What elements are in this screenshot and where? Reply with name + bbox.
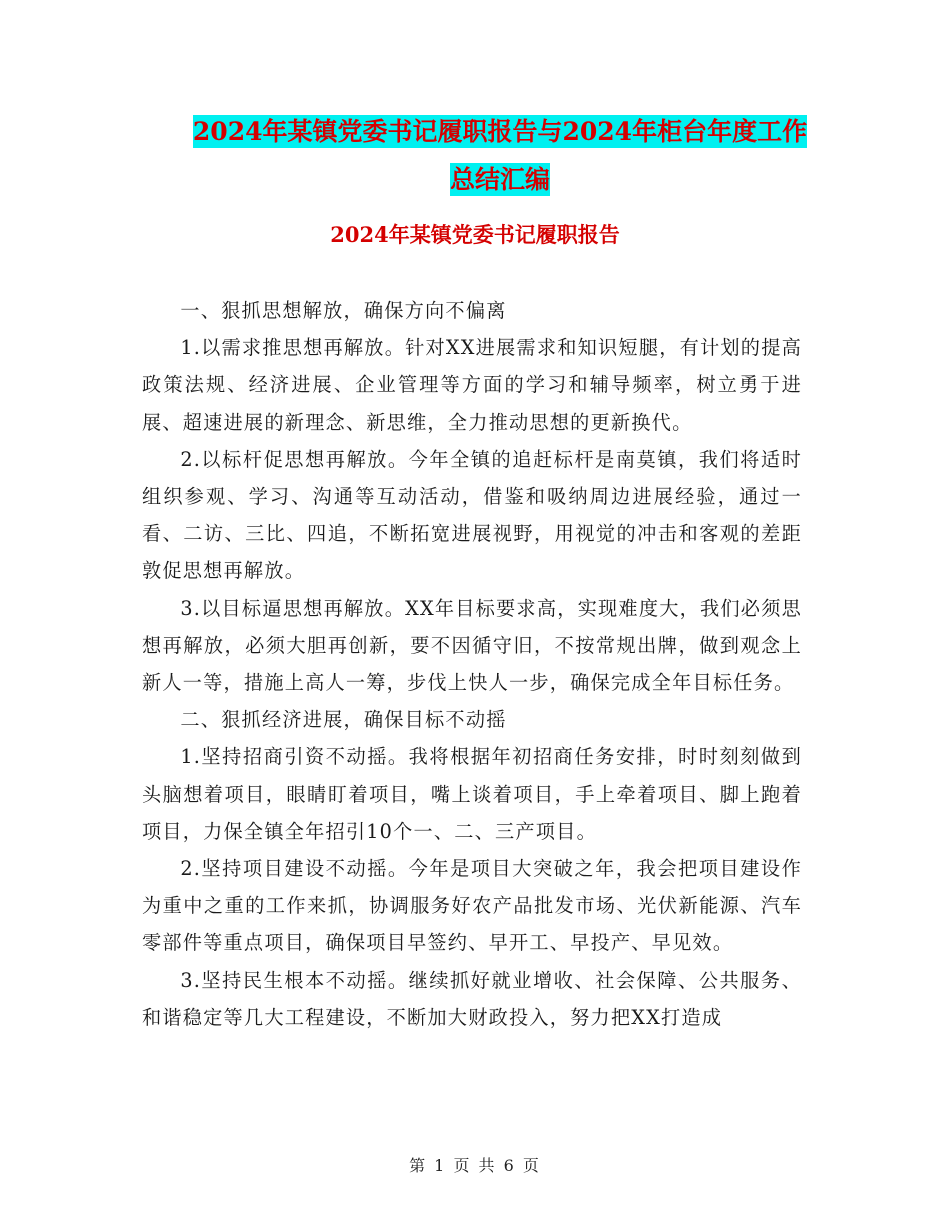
paragraph: 2.坚持项目建设不动摇。今年是项目大突破之年，我会把项目建设作为重中之重的工作来抓，协调服务好农产品批发市场、光伏新能源、汽车零部件等重点项目，确保项目早签约、早开工、早投产、早见效。 [142,857,802,955]
heading-2: 二、狠抓经济进展，确保目标不动摇 [180,708,507,732]
section-title: 2024年某镇党委书记履职报告 [330,222,620,247]
paragraph: 1.坚持招商引资不动摇。我将根据年初招商任务安排，时时刻刻做到头脑想着项目，眼睛盯着项目，嘴上谈着项目，手上牵着项目、脚上跑着项目，力保全镇全年招引10个一、二、三产项目。 [142,745,802,843]
title-line-2: 总结汇编 [449,165,550,194]
document-body [142,292,802,1036]
paragraph: 1.以需求推思想再解放。针对XX进展需求和知识短腿，有计划的提高政策法规、经济进展、企业管理等方面的学习和辅导频率，树立勇于进展、超速进展的新理念、新思维，全力推动思想的更新换代。 [142,336,802,434]
paragraph: 2.以标杆促思想再解放。今年全镇的追赶标杆是南莫镇，我们将适时组织参观、学习、沟通等互动活动，借鉴和吸纳周边进展经验，通过一看、二访、三比、四追，不断拓宽进展视野，用视觉的冲击和客观的差距敦促思想再解放。 [142,447,802,583]
title-line-1: 2024年某镇党委书记履职报告与2024年柜台年度工作 [192,117,808,146]
paragraph: 3.以目标逼思想再解放。XX年目标要求高，实现难度大，我们必须思想再解放，必须大胆再创新，要不因循守旧，不按常规出牌，做到观念上新人一等，措施上高人一筹，步伐上快人一步，确保完成全年目标任务。 [142,596,802,695]
page-footer: 第 1 页 共 6 页 [409,1156,541,1175]
paragraph: 3.坚持民生根本不动摇。继续抓好就业增收、社会保障、公共服务、和谐稳定等几大工程建设，不断加大财政投入，努力把XX打造成 [142,968,802,1029]
document-title [140,108,860,204]
heading-1: 一、狠抓思想解放，确保方向不偏离 [180,299,507,322]
